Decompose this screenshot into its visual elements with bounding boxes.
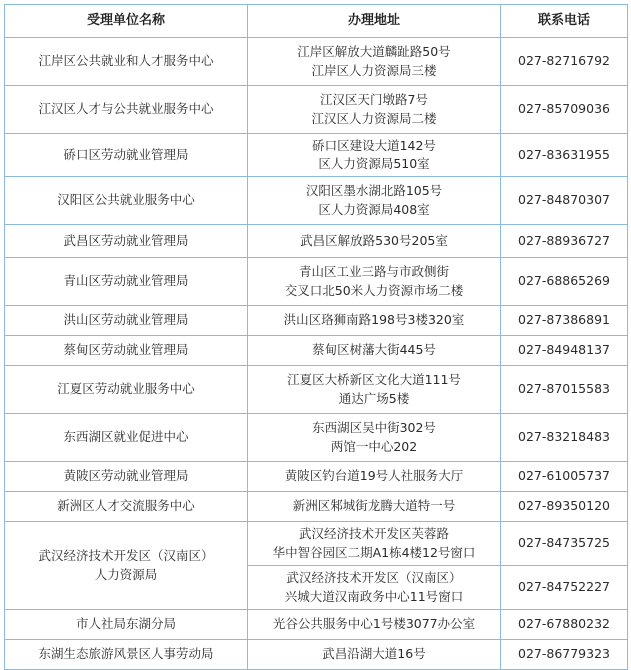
address-line: 洪山区珞狮南路198号3楼320室 [283, 312, 465, 328]
address-line: 江汉区天门墩路7号 [320, 92, 428, 108]
table-row [5, 177, 628, 225]
address-line: 硚口区建设大道142号 [312, 137, 436, 153]
header-unit: 受理单位名称 [5, 5, 248, 38]
table-row [5, 366, 628, 414]
unit-cell [5, 366, 248, 414]
unit-line: 蔡甸区劳动就业管理局 [63, 342, 189, 358]
address-cell [248, 306, 501, 336]
unit-cell [5, 86, 248, 134]
address-cell [248, 134, 501, 177]
table-row [5, 610, 628, 640]
address-line: 光谷公共服务中心1号楼3077办公室 [272, 616, 476, 632]
table-row [5, 306, 628, 336]
unit-line: 江夏区劳动就业服务中心 [57, 381, 195, 397]
table-row [5, 38, 628, 86]
unit-line: 东西湖区就业促进中心 [63, 429, 189, 445]
phone-cell: 027-61005737 [501, 462, 628, 492]
address-line: 兴城大道汉南政务中心11号窗口 [284, 588, 464, 604]
table-row [5, 86, 628, 134]
address-line: 蔡甸区树藩大街445号 [312, 342, 436, 358]
unit-cell [5, 134, 248, 177]
table-header-row [5, 5, 628, 38]
phone-cell: 027-84752227 [501, 566, 628, 610]
address-line: 新洲区邾城街龙腾大道特一号 [292, 498, 456, 514]
address-cell [248, 177, 501, 225]
unit-line: 洪山区劳动就业管理局 [63, 312, 189, 328]
phone-cell: 027-84948137 [501, 336, 628, 366]
address-cell [248, 640, 501, 670]
unit-line: 人力资源局 [94, 566, 158, 582]
phone-cell: 027-82716792 [501, 38, 628, 86]
phone-cell: 027-83631955 [501, 134, 628, 177]
phone-cell: 027-86779323 [501, 640, 628, 670]
address-line: 东西湖区吴中街302号 [312, 420, 436, 436]
address-line: 江岸区解放大道麟趾路50号 [297, 44, 451, 60]
unit-cell [5, 38, 248, 86]
unit-line: 黄陂区劳动就业管理局 [63, 468, 189, 484]
address-line: 汉阳区墨水湖北路105号 [305, 183, 443, 199]
unit-cell [5, 522, 248, 610]
address-line: 通达广场5楼 [338, 390, 410, 406]
address-line: 武昌区解放路530号205室 [300, 232, 448, 248]
phone-cell: 027-68865269 [501, 258, 628, 306]
unit-line: 新洲区人才交流服务中心 [57, 498, 195, 514]
unit-cell [5, 225, 248, 258]
unit-cell [5, 177, 248, 225]
table-row [5, 522, 628, 566]
unit-cell [5, 258, 248, 306]
unit-cell [5, 640, 248, 670]
unit-cell [5, 492, 248, 522]
phone-cell: 027-83218483 [501, 414, 628, 462]
table-row [5, 414, 628, 462]
address-cell [248, 522, 501, 566]
header-phone: 联系电话 [501, 5, 628, 38]
table-row [5, 134, 628, 177]
address-cell [248, 336, 501, 366]
address-line: 黄陂区钓台道19号人社服务大厅 [284, 468, 464, 484]
unit-line: 青山区劳动就业管理局 [63, 273, 189, 289]
unit-cell [5, 610, 248, 640]
unit-line: 东湖生态旅游风景区人事劳动局 [38, 646, 214, 662]
address-line: 武昌沿湖大道16号 [322, 646, 426, 662]
unit-line: 汉阳区公共就业服务中心 [57, 192, 195, 208]
address-line: 交叉口北50米人力资源市场二楼 [284, 282, 464, 298]
unit-cell [5, 306, 248, 336]
unit-cell [5, 462, 248, 492]
table-row [5, 462, 628, 492]
phone-cell: 027-67880232 [501, 610, 628, 640]
table-row [5, 492, 628, 522]
address-cell [248, 258, 501, 306]
address-cell [248, 414, 501, 462]
table-body [5, 38, 628, 670]
header-address: 办理地址 [248, 5, 501, 38]
address-cell [248, 462, 501, 492]
address-cell [248, 492, 501, 522]
address-line: 两馆一中心202 [330, 438, 418, 454]
phone-cell: 027-87015583 [501, 366, 628, 414]
unit-line: 江汉区人才与公共就业服务中心 [38, 101, 214, 117]
address-cell [248, 366, 501, 414]
address-cell [248, 225, 501, 258]
table-row [5, 640, 628, 670]
phone-cell: 027-88936727 [501, 225, 628, 258]
unit-line: 市人社局东湖分局 [75, 616, 176, 632]
unit-line: 江岸区公共就业和人才服务中心 [38, 53, 214, 69]
address-line: 华中智谷园区二期A1栋4楼12号窗口 [272, 544, 476, 560]
address-cell [248, 38, 501, 86]
phone-cell: 027-89350120 [501, 492, 628, 522]
phone-cell: 027-85709036 [501, 86, 628, 134]
address-line: 青山区工业三路与市政侧街 [298, 264, 449, 280]
table-row [5, 258, 628, 306]
table-row [5, 336, 628, 366]
agency-table [4, 4, 628, 670]
address-line: 区人力资源局408室 [318, 201, 430, 217]
phone-cell: 027-84735725 [501, 522, 628, 566]
address-line: 江汉区人力资源局二楼 [311, 110, 437, 126]
phone-cell: 027-84870307 [501, 177, 628, 225]
address-cell [248, 86, 501, 134]
table-row [5, 225, 628, 258]
address-line: 武汉经济技术开发区（汉南区） [286, 570, 462, 586]
unit-cell [5, 336, 248, 366]
address-line: 武汉经济技术开发区芙蓉路 [298, 526, 449, 542]
phone-cell: 027-87386891 [501, 306, 628, 336]
unit-line: 武汉经济技术开发区（汉南区） [38, 548, 214, 564]
unit-cell [5, 414, 248, 462]
unit-line: 武昌区劳动就业管理局 [63, 232, 189, 248]
unit-line: 硚口区劳动就业管理局 [63, 146, 189, 162]
address-line: 江夏区大桥新区文化大道111号 [287, 372, 461, 388]
address-line: 区人力资源局510室 [318, 156, 430, 171]
address-line: 江岸区人力资源局三楼 [311, 62, 437, 78]
address-cell [248, 566, 501, 610]
address-cell [248, 610, 501, 640]
